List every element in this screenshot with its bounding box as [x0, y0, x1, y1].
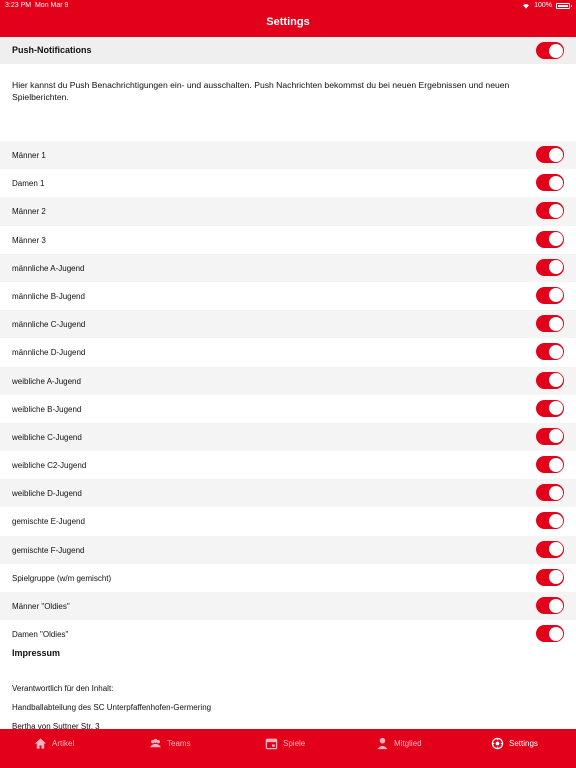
- toggle-knob: [549, 373, 563, 387]
- team-label: männliche C-Jugend: [12, 320, 86, 330]
- team-toggle[interactable]: [536, 315, 564, 332]
- toggle-knob: [549, 599, 563, 613]
- team-label: gemischte E-Jugend: [12, 517, 85, 527]
- team-label: weibliche C2-Jugend: [12, 461, 87, 471]
- toggle-knob: [549, 486, 563, 500]
- team-label: männliche A-Jugend: [12, 263, 85, 273]
- tab-artikel[interactable]: [34, 729, 74, 757]
- team-label: Männer "Oldies": [12, 602, 70, 611]
- tab-settings[interactable]: [491, 729, 538, 757]
- team-row: [0, 395, 576, 423]
- battery-icon: [556, 3, 570, 9]
- status-right: [522, 2, 570, 9]
- team-label: Männer 3: [12, 235, 46, 245]
- battery-percent: 100%: [534, 2, 552, 9]
- toggle-knob: [549, 317, 563, 331]
- toggle-knob: [549, 148, 563, 162]
- team-toggle[interactable]: [536, 456, 564, 473]
- toggle-knob: [549, 260, 563, 274]
- team-row: [0, 592, 576, 620]
- team-row: [0, 310, 576, 338]
- team-row: [0, 620, 576, 648]
- settings-content[interactable]: [0, 37, 576, 729]
- home-icon: [34, 737, 47, 750]
- team-toggle[interactable]: [536, 484, 564, 501]
- description-block: [0, 64, 576, 141]
- team-label: Männer 2: [12, 207, 46, 217]
- description-text: Hier kannst du Push Benachrichtigungen ein- und ausschalten. Push Nachrichten bekommst du bei neuen Ergebnissen und neuen Spielberichten.: [12, 80, 510, 102]
- impressum-street: Bertha von Suttner Str. 3: [12, 722, 100, 729]
- team-row: [0, 338, 576, 366]
- team-row: [0, 197, 576, 225]
- impressum-title: Impressum: [12, 648, 61, 658]
- team-label: Damen "Oldies": [12, 630, 69, 640]
- toggle-knob: [549, 232, 563, 246]
- tab-label: Teams: [167, 738, 191, 748]
- page-title: Settings: [266, 16, 310, 28]
- team-label: Spielgruppe (w/m gemischt): [12, 573, 112, 583]
- team-label: weibliche D-Jugend: [12, 489, 82, 499]
- team-row: [0, 282, 576, 310]
- team-label: weibliche B-Jugend: [12, 404, 82, 414]
- team-toggle[interactable]: [536, 287, 564, 304]
- tab-label: Settings: [509, 738, 538, 748]
- team-toggle[interactable]: [536, 428, 564, 445]
- team-label: weibliche A-Jugend: [12, 376, 81, 386]
- wifi-icon: [522, 3, 530, 9]
- team-row: [0, 564, 576, 592]
- team-toggle[interactable]: [536, 146, 564, 163]
- tab-bar: [0, 729, 576, 768]
- team-label: gemischte F-Jugend: [12, 545, 85, 555]
- toggle-knob: [549, 288, 563, 302]
- people-icon: [149, 737, 162, 750]
- team-toggle[interactable]: [536, 512, 564, 529]
- team-toggle[interactable]: [536, 541, 564, 558]
- impressum-org: Handballabteilung des SC Unterpfaffenhofen-Germering: [12, 703, 212, 712]
- navigation-bar: [0, 0, 576, 37]
- team-row: [0, 479, 576, 507]
- toggle-knob: [549, 458, 563, 472]
- team-label: weibliche C-Jugend: [12, 432, 82, 442]
- team-label: Damen 1: [12, 179, 45, 189]
- tab-label: Spiele: [283, 738, 306, 748]
- team-label: Männer 1: [12, 151, 46, 160]
- team-toggle[interactable]: [536, 400, 564, 417]
- push-notifications-header: [0, 37, 576, 64]
- calendar-icon: [265, 737, 278, 750]
- team-row: [0, 423, 576, 451]
- team-toggle[interactable]: [536, 231, 564, 248]
- toggle-knob: [549, 401, 563, 415]
- team-list: [0, 141, 576, 648]
- tab-spiele[interactable]: [265, 729, 305, 757]
- team-label: männliche B-Jugend: [12, 291, 85, 301]
- tab-label: Mitglied: [394, 738, 422, 748]
- team-toggle[interactable]: [536, 343, 564, 360]
- toggle-knob: [549, 429, 563, 443]
- settings-icon: [491, 737, 504, 750]
- team-row: [0, 536, 576, 564]
- impressum-responsible: Verantwortlich für den Inhalt:: [12, 684, 114, 693]
- toggle-knob: [549, 44, 563, 58]
- tab-teams[interactable]: [149, 729, 191, 757]
- team-label: männliche D-Jugend: [12, 348, 86, 358]
- toggle-knob: [549, 204, 563, 218]
- status-time: 3:23 PM Mon Mar 9: [5, 2, 69, 9]
- toggle-knob: [549, 514, 563, 528]
- team-toggle[interactable]: [536, 569, 564, 586]
- tab-mitglied[interactable]: [376, 729, 422, 757]
- team-row: [0, 169, 576, 197]
- toggle-knob: [549, 345, 563, 359]
- toggle-knob: [549, 627, 563, 641]
- team-row: [0, 141, 576, 169]
- toggle-knob: [549, 176, 563, 190]
- toggle-knob: [549, 542, 563, 556]
- team-toggle[interactable]: [536, 625, 564, 642]
- status-bar: [0, 0, 576, 12]
- team-toggle[interactable]: [536, 372, 564, 389]
- toggle-knob: [549, 570, 563, 584]
- team-toggle[interactable]: [536, 202, 564, 219]
- team-row: [0, 451, 576, 479]
- team-row: [0, 226, 576, 254]
- team-toggle[interactable]: [536, 174, 564, 191]
- person-icon: [376, 737, 389, 750]
- team-toggle[interactable]: [536, 259, 564, 276]
- tab-label: Artikel: [52, 738, 75, 748]
- team-toggle[interactable]: [536, 597, 564, 614]
- team-row: [0, 507, 576, 535]
- team-row: [0, 367, 576, 395]
- push-notifications-toggle[interactable]: [536, 42, 564, 59]
- push-notifications-label: Push-Notifications: [12, 45, 92, 55]
- team-row: [0, 254, 576, 282]
